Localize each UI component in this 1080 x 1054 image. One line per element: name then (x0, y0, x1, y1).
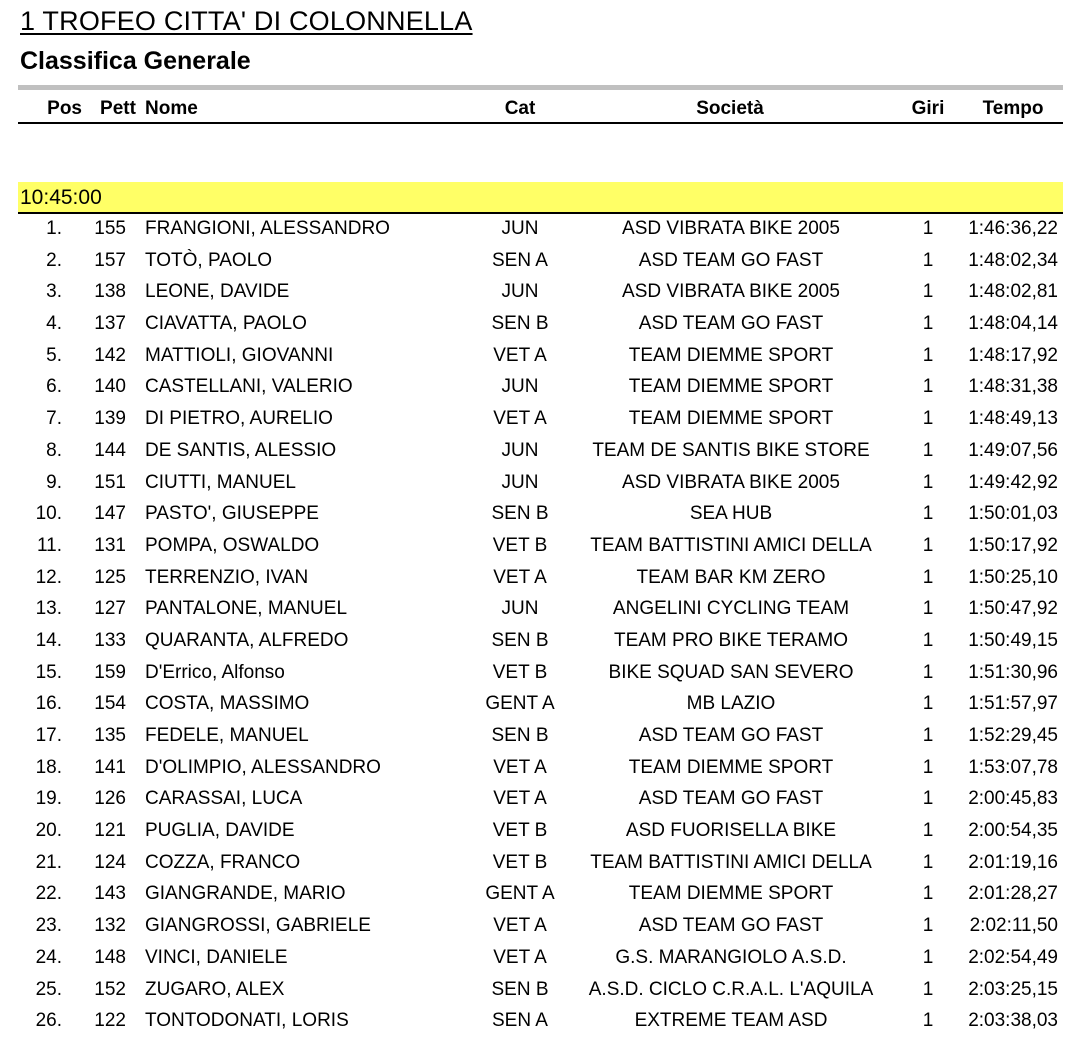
table-row (0, 752, 1080, 784)
table-row (0, 910, 1080, 942)
cell-cat: VET B (492, 820, 548, 842)
cell-pos: 21. (35, 851, 62, 873)
table-row (0, 1005, 1080, 1037)
table-row (0, 942, 1080, 974)
document-title: 1 TROFEO CITTA' DI COLONNELLA (20, 6, 473, 36)
cell-pett: 159 (94, 661, 126, 683)
header-cat: Cat (504, 98, 536, 119)
cell-cat: SEN A (492, 249, 548, 271)
cell-pett: 157 (94, 249, 126, 271)
cell-societa: A.S.D. CICLO C.R.A.L. L'AQUILA (588, 978, 874, 1000)
cell-societa: TEAM BAR KM ZERO (636, 566, 826, 588)
cell-cat: GENT A (485, 693, 555, 715)
cell-cat: SEN B (491, 725, 549, 746)
cell-cat: JUN (501, 598, 539, 620)
cell-pett: 139 (94, 408, 126, 430)
cell-tempo: 1:52:29,45 (968, 725, 1058, 746)
cell-societa: ASD TEAM GO FAST (638, 313, 824, 335)
cell-tempo: 1:51:57,97 (968, 693, 1058, 715)
cell-pos: 8. (46, 439, 62, 461)
cell-pos: 4. (46, 313, 62, 335)
cell-tempo: 2:00:54,35 (968, 820, 1058, 842)
cell-pos: 14. (35, 629, 62, 651)
cell-cat: SEN B (491, 978, 549, 1000)
cell-pett: 155 (94, 218, 126, 239)
header-tempo: Tempo (982, 98, 1044, 119)
cell-societa: ASD TEAM GO FAST (638, 788, 824, 810)
cell-giri: 1 (922, 693, 934, 715)
table-row (0, 340, 1080, 372)
cell-tempo: 1:48:02,81 (968, 281, 1058, 303)
cell-cat: VET A (493, 915, 547, 937)
cell-societa: ASD VIBRATA BIKE 2005 (622, 471, 840, 493)
cell-tempo: 1:50:17,92 (968, 534, 1058, 556)
cell-giri: 1 (922, 344, 934, 366)
cell-societa: MB LAZIO (686, 693, 776, 715)
cell-cat: JUN (501, 281, 539, 303)
cell-pett: 137 (94, 313, 126, 335)
cell-pos: 26. (35, 1010, 62, 1032)
table-row (0, 847, 1080, 879)
cell-tempo: 1:49:42,92 (968, 471, 1058, 493)
cell-pos: 18. (35, 756, 62, 778)
cell-pos: 22. (35, 883, 62, 905)
cell-giri: 1 (922, 851, 934, 873)
cell-pett: 154 (94, 693, 126, 715)
cell-nome: QUARANTA, ALFREDO (145, 629, 349, 651)
cell-nome: ZUGARO, ALEX (145, 978, 285, 1000)
cell-pos: 3. (46, 281, 62, 303)
cell-giri: 1 (922, 376, 934, 398)
cell-cat: SEN B (491, 503, 549, 525)
cell-pett: 142 (94, 344, 126, 366)
cell-societa: SEA HUB (689, 503, 773, 525)
cell-tempo: 1:48:02,34 (968, 249, 1058, 271)
cell-pett: 125 (94, 566, 126, 588)
cell-giri: 1 (922, 820, 934, 842)
cell-tempo: 1:48:04,14 (968, 313, 1058, 335)
cell-pos: 25. (35, 978, 62, 1000)
cell-nome: COZZA, FRANCO (145, 851, 301, 873)
cell-nome: TOTÒ, PAOLO (145, 249, 273, 271)
cell-tempo: 2:01:19,16 (968, 851, 1058, 873)
cell-tempo: 1:48:31,38 (968, 376, 1058, 398)
cell-tempo: 1:49:07,56 (968, 439, 1058, 461)
cell-nome: CIUTTI, MANUEL (145, 471, 296, 493)
cell-societa: TEAM PRO BIKE TERAMO (613, 629, 849, 651)
cell-nome: TONTODONATI, LORIS (145, 1010, 349, 1032)
header-societa: Società (696, 98, 764, 119)
cell-cat: VET A (493, 788, 547, 810)
cell-nome: PANTALONE, MANUEL (145, 598, 348, 620)
cell-pett: 147 (94, 503, 126, 525)
table-row (0, 467, 1080, 499)
cell-tempo: 1:50:25,10 (968, 566, 1058, 588)
cell-nome: D'OLIMPIO, ALESSANDRO (145, 756, 381, 778)
cell-societa: TEAM DIEMME SPORT (628, 408, 834, 430)
cell-cat: SEN A (492, 1010, 548, 1032)
cell-pett: 132 (94, 915, 126, 937)
cell-societa: BIKE SQUAD SAN SEVERO (608, 661, 854, 683)
cell-giri: 1 (922, 598, 934, 620)
cell-pos: 24. (35, 946, 62, 968)
cell-pos: 19. (35, 788, 62, 810)
cell-cat: VET B (492, 534, 548, 556)
cell-nome: LEONE, DAVIDE (145, 281, 290, 303)
cell-pos: 23. (35, 915, 62, 937)
cell-pos: 1. (46, 218, 62, 239)
cell-cat: GENT A (485, 883, 555, 905)
cell-societa: TEAM BATTISTINI AMICI DELLA (590, 534, 872, 556)
cell-nome: CASTELLANI, VALERIO (145, 376, 353, 398)
cell-tempo: 1:51:30,96 (968, 661, 1058, 683)
cell-nome: GIANGRANDE, MARIO (145, 883, 346, 905)
cell-giri: 1 (922, 725, 934, 746)
cell-nome: CIAVATTA, PAOLO (145, 313, 307, 335)
cell-societa: G.S. MARANGIOLO A.S.D. (615, 946, 847, 968)
cell-cat: SEN B (491, 629, 549, 651)
cell-pos: 6. (46, 376, 62, 398)
cell-tempo: 1:46:36,22 (968, 218, 1058, 239)
cell-societa: ASD FUORISELLA BIKE (625, 820, 837, 842)
table-header (18, 96, 1063, 124)
cell-pos: 13. (35, 598, 62, 620)
cell-cat: VET A (493, 344, 547, 366)
table-row (0, 308, 1080, 340)
cell-giri: 1 (922, 281, 934, 303)
cell-nome: CARASSAI, LUCA (145, 788, 303, 810)
cell-pos: 20. (35, 820, 62, 842)
cell-nome: TERRENZIO, IVAN (145, 566, 309, 588)
cell-societa: TEAM BATTISTINI AMICI DELLA (590, 851, 872, 873)
cell-pos: 5. (46, 344, 62, 366)
cell-giri: 1 (922, 439, 934, 461)
cell-giri: 1 (922, 313, 934, 335)
table-row (0, 657, 1080, 689)
cell-tempo: 2:03:25,15 (968, 978, 1058, 1000)
cell-cat: VET A (493, 756, 547, 778)
cell-giri: 1 (922, 788, 934, 810)
cell-tempo: 2:03:38,03 (968, 1010, 1058, 1032)
cell-giri: 1 (922, 218, 934, 239)
cell-pett: 133 (94, 629, 126, 651)
cell-tempo: 1:50:01,03 (968, 503, 1058, 525)
cell-pett: 131 (94, 534, 126, 556)
table-row (0, 435, 1080, 467)
cell-societa: TEAM DIEMME SPORT (628, 376, 834, 398)
cell-pos: 17. (35, 725, 62, 746)
table-row (0, 498, 1080, 530)
table-row (0, 720, 1080, 752)
header-pos: Pos (47, 98, 82, 119)
cell-pett: 144 (94, 439, 126, 461)
cell-societa: ANGELINI CYCLING TEAM (612, 598, 850, 620)
table-row (0, 783, 1080, 815)
cell-nome: MATTIOLI, GIOVANNI (145, 344, 334, 366)
cell-pos: 15. (35, 661, 62, 683)
cell-giri: 1 (922, 915, 934, 937)
table-row (0, 593, 1080, 625)
cell-giri: 1 (922, 883, 934, 905)
cell-cat: JUN (501, 439, 539, 461)
cell-pos: 12. (35, 566, 62, 588)
header-pett: Pett (100, 98, 136, 119)
cell-tempo: 2:02:54,49 (968, 946, 1058, 968)
cell-societa: ASD TEAM GO FAST (638, 249, 824, 271)
table-row (0, 530, 1080, 562)
cell-tempo: 1:48:17,92 (968, 344, 1058, 366)
cell-societa: TEAM DIEMME SPORT (628, 344, 834, 366)
cell-societa: ASD VIBRATA BIKE 2005 (622, 218, 840, 239)
cell-cat: VET B (492, 661, 548, 683)
cell-societa: ASD TEAM GO FAST (638, 725, 824, 746)
cell-cat: JUN (501, 218, 539, 239)
cell-pett: 140 (94, 376, 126, 398)
cell-societa: TEAM DIEMME SPORT (628, 883, 834, 905)
cell-tempo: 1:50:49,15 (968, 629, 1058, 651)
cell-pett: 121 (94, 820, 126, 842)
cell-giri: 1 (922, 471, 934, 493)
cell-tempo: 1:48:49,13 (968, 408, 1058, 430)
cell-nome: PUGLIA, DAVIDE (145, 820, 295, 842)
cell-nome: GIANGROSSI, GABRIELE (145, 915, 371, 937)
cell-nome: FEDELE, MANUEL (145, 725, 309, 746)
cell-pett: 141 (94, 756, 126, 778)
cell-societa: TEAM DE SANTIS BIKE STORE (592, 439, 870, 461)
table-row (0, 974, 1080, 1006)
cell-pos: 2. (46, 249, 62, 271)
start-group-band (18, 182, 1063, 214)
cell-giri: 1 (922, 661, 934, 683)
cell-cat: VET B (492, 851, 548, 873)
cell-giri: 1 (922, 534, 934, 556)
cell-pett: 151 (94, 471, 126, 493)
cell-giri: 1 (922, 978, 934, 1000)
table-row (0, 213, 1080, 245)
document-subtitle: Classifica Generale (20, 47, 251, 75)
cell-societa: ASD VIBRATA BIKE 2005 (622, 281, 840, 303)
start-time-label: 10:45:00 (20, 186, 102, 209)
cell-tempo: 2:00:45,83 (968, 788, 1058, 810)
cell-cat: JUN (501, 376, 539, 398)
cell-nome: DI PIETRO, AURELIO (145, 408, 333, 430)
cell-pett: 122 (94, 1010, 126, 1032)
cell-societa: TEAM DIEMME SPORT (628, 756, 834, 778)
cell-pos: 10. (35, 503, 62, 525)
cell-cat: VET A (493, 946, 547, 968)
table-row (0, 245, 1080, 277)
cell-tempo: 1:53:07,78 (968, 756, 1058, 778)
cell-nome: COSTA, MASSIMO (145, 693, 310, 715)
cell-nome: POMPA, OSWALDO (145, 534, 320, 556)
cell-cat: JUN (501, 471, 539, 493)
cell-pett: 135 (94, 725, 126, 746)
cell-giri: 1 (922, 946, 934, 968)
cell-pett: 143 (94, 883, 126, 905)
cell-giri: 1 (922, 408, 934, 430)
cell-giri: 1 (922, 503, 934, 525)
cell-nome: PASTO', GIUSEPPE (145, 503, 319, 525)
cell-pett: 148 (94, 946, 126, 968)
table-row (0, 403, 1080, 435)
header-nome: Nome (145, 98, 198, 119)
cell-pett: 138 (94, 281, 126, 303)
cell-pos: 16. (35, 693, 62, 715)
cell-pett: 126 (94, 788, 126, 810)
cell-cat: SEN B (491, 313, 549, 335)
table-row (0, 371, 1080, 403)
title-divider (18, 85, 1063, 90)
cell-pett: 124 (94, 851, 126, 873)
cell-pett: 127 (94, 598, 126, 620)
header-giri: Giri (911, 98, 945, 119)
cell-cat: VET A (493, 566, 547, 588)
table-row (0, 276, 1080, 308)
cell-pos: 9. (46, 471, 62, 493)
cell-giri: 1 (922, 756, 934, 778)
cell-giri: 1 (922, 1010, 934, 1032)
cell-pos: 11. (36, 534, 62, 556)
cell-giri: 1 (922, 629, 934, 651)
table-row (0, 878, 1080, 910)
cell-nome: D'Errico, Alfonso (145, 661, 285, 683)
cell-tempo: 2:02:11,50 (969, 915, 1058, 937)
cell-societa: EXTREME TEAM ASD (634, 1010, 828, 1032)
results-table-body (0, 213, 1080, 1037)
table-row (0, 562, 1080, 594)
cell-nome: DE SANTIS, ALESSIO (145, 439, 337, 461)
cell-tempo: 1:50:47,92 (968, 598, 1058, 620)
cell-giri: 1 (922, 249, 934, 271)
cell-giri: 1 (922, 566, 934, 588)
table-row (0, 625, 1080, 657)
cell-tempo: 2:01:28,27 (968, 883, 1058, 905)
cell-societa: ASD TEAM GO FAST (638, 915, 824, 937)
cell-nome: FRANGIONI, ALESSANDRO (145, 218, 390, 239)
cell-nome: VINCI, DANIELE (145, 946, 288, 968)
table-row (0, 688, 1080, 720)
table-row (0, 815, 1080, 847)
cell-pos: 7. (46, 408, 62, 430)
cell-cat: VET A (493, 408, 547, 430)
cell-pett: 152 (94, 978, 126, 1000)
